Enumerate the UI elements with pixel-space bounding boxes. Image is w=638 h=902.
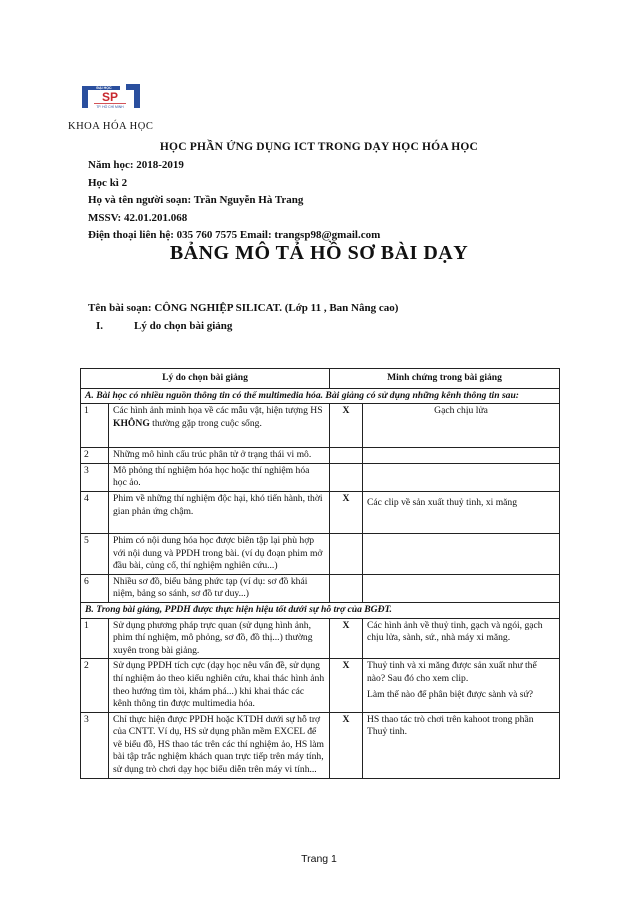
row-reason: Chỉ thực hiện được PPDH hoặc KTDH dưới sự hỗ trợ của CNTT. Ví dụ, HS sử dụng phần mềm EXCEL để vẽ biểu đồ, HS thao tác trên các thí nghiệm ảo, HS làm bài tập trắc nghiệm khách quan trực tiếp trên máy tính, sử dụng trò chơi dạy học biểu diễn trên máy vi tính... bbox=[109, 712, 330, 778]
row-reason: Sử dụng phương pháp trực quan (sử dụng hình ảnh, phim thí nghiệm, mô phỏng, sơ đồ, đồ thị...) thường xuyên trong bài giảng. bbox=[109, 618, 330, 659]
contact-info: Điện thoại liên hệ: 035 760 7575 Email: trangsp98@gmail.com bbox=[88, 229, 381, 241]
row-evidence: HS thao tác trò chơi trên kahoot trong phần Thuỷ tinh. bbox=[363, 712, 560, 778]
department-name: KHOA HÓA HỌC bbox=[68, 121, 154, 132]
table-header-row bbox=[81, 369, 560, 389]
row-evidence bbox=[363, 659, 560, 712]
school-year: Năm học: 2018-2019 bbox=[88, 159, 184, 171]
emphasis-text: KHÔNG bbox=[113, 417, 150, 429]
row-mark bbox=[330, 574, 363, 602]
row-reason: Những mô hình cấu trúc phân tử ở trạng thái vi mô. bbox=[109, 448, 330, 464]
row-mark: X bbox=[330, 404, 363, 448]
row-mark: X bbox=[330, 618, 363, 659]
course-title: HỌC PHẦN ỨNG DỤNG ICT TRONG DẠY HỌC HÓA HỌC bbox=[159, 141, 479, 153]
row-number: 1 bbox=[81, 404, 109, 448]
evidence-line: Thuỷ tinh và xi măng được sản xuất như thế nào? Sau đó cho xem clip. bbox=[367, 660, 537, 684]
row-number: 3 bbox=[81, 463, 109, 491]
row-evidence bbox=[363, 463, 560, 491]
row-number: 3 bbox=[81, 712, 109, 778]
row-evidence: Các clip về sản xuất thuỷ tinh, xi măng bbox=[363, 491, 560, 533]
semester: Học kì 2 bbox=[88, 176, 128, 189]
logo-text-main: SP bbox=[101, 90, 119, 104]
row-reason: Sử dụng PPDH tích cực (dạy học nêu vấn đề, sử dụng thí nghiệm ảo theo kiểu nghiên cứu, khai thác hình ảnh theo hướng tìm tòi, khám phá...) khi khai thác các kênh thông tin được multimedia hóa. bbox=[109, 659, 330, 712]
table-row bbox=[81, 448, 560, 464]
row-evidence: Các hình ảnh về thuỷ tinh, gạch và ngói, gạch chịu lửa, sành, sứ., nhà máy xi măng. bbox=[363, 618, 560, 659]
row-reason: Nhiều sơ đồ, biểu bảng phức tạp (ví dụ: sơ đồ khái niệm, bảng so sánh, sơ đồ tư duy...) bbox=[109, 574, 330, 602]
evidence-line: Làm thế nào để phân biệt được sành và sứ? bbox=[367, 688, 533, 700]
author-info bbox=[88, 157, 380, 245]
row-number: 2 bbox=[81, 448, 109, 464]
section-title: Lý do chọn bài giảng bbox=[134, 320, 233, 332]
table-row bbox=[81, 491, 560, 533]
row-number: 2 bbox=[81, 659, 109, 712]
row-mark bbox=[330, 463, 363, 491]
header-evidence: Minh chứng trong bài giảng bbox=[330, 369, 560, 389]
row-evidence: Gạch chịu lửa bbox=[363, 404, 560, 448]
reasons-table bbox=[80, 368, 560, 779]
section-number: I. bbox=[96, 320, 104, 332]
document-title: BẢNG MÔ TẢ HỒ SƠ BÀI DẠY bbox=[169, 242, 469, 264]
row-evidence bbox=[363, 448, 560, 464]
table-row bbox=[81, 712, 560, 778]
row-reason: Các hình ảnh minh họa về các mẫu vật, hiện tượng HS KHÔNG thường gặp trong cuộc sống. bbox=[109, 404, 330, 448]
row-number: 1 bbox=[81, 618, 109, 659]
header-reason: Lý do chọn bài giảng bbox=[81, 369, 330, 389]
row-reason: Phim về những thí nghiệm độc hại, khó tiến hành, thời gian phản ứng chậm. bbox=[109, 491, 330, 533]
group-a-title: A. Bài học có nhiều nguồn thông tin có thể multimedia hóa. Bài giảng có sử dụng những kênh thông tin sau: bbox=[81, 388, 560, 404]
row-evidence bbox=[363, 533, 560, 574]
row-number: 5 bbox=[81, 533, 109, 574]
university-logo bbox=[80, 82, 142, 112]
table-row bbox=[81, 533, 560, 574]
row-number: 6 bbox=[81, 574, 109, 602]
page-number: Trang 1 bbox=[301, 853, 337, 865]
row-evidence bbox=[363, 574, 560, 602]
row-mark: X bbox=[330, 491, 363, 533]
table-row bbox=[81, 463, 560, 491]
group-b-title: B. Trong bài giảng, PPDH được thực hiện hiệu tốt dưới sự hỗ trợ của BGĐT. bbox=[81, 602, 560, 618]
section-heading bbox=[96, 320, 232, 332]
lesson-title: Tên bài soạn: CÔNG NGHIỆP SILICAT. (Lớp 11 , Ban Nâng cao) bbox=[88, 302, 399, 314]
author-name: Họ và tên người soạn: Trần Nguyễn Hà Trang bbox=[88, 194, 304, 206]
row-mark bbox=[330, 533, 363, 574]
group-b-row bbox=[81, 602, 560, 618]
table-row bbox=[81, 618, 560, 659]
table-row bbox=[81, 659, 560, 712]
table-row bbox=[81, 404, 560, 448]
group-a-row bbox=[81, 388, 560, 404]
row-mark: X bbox=[330, 712, 363, 778]
row-mark: X bbox=[330, 659, 363, 712]
row-reason: Mô phỏng thí nghiệm hóa học hoặc thí nghiệm hóa học ảo. bbox=[109, 463, 330, 491]
logo-text-bottom: TP. HỒ CHÍ MINH bbox=[96, 105, 124, 109]
table-row bbox=[81, 574, 560, 602]
row-mark bbox=[330, 448, 363, 464]
row-number: 4 bbox=[81, 491, 109, 533]
row-reason: Phim có nội dung hóa học được biên tập lại phù hợp với nội dung và PPDH trong bài. (ví dụ đoạn phim mở đầu bài, củng cố, thí nghiệm nghiên cứu...) bbox=[109, 533, 330, 574]
student-id: MSSV: 42.01.201.068 bbox=[88, 211, 188, 224]
logo-text-top: ĐẠI HỌC bbox=[96, 86, 112, 91]
